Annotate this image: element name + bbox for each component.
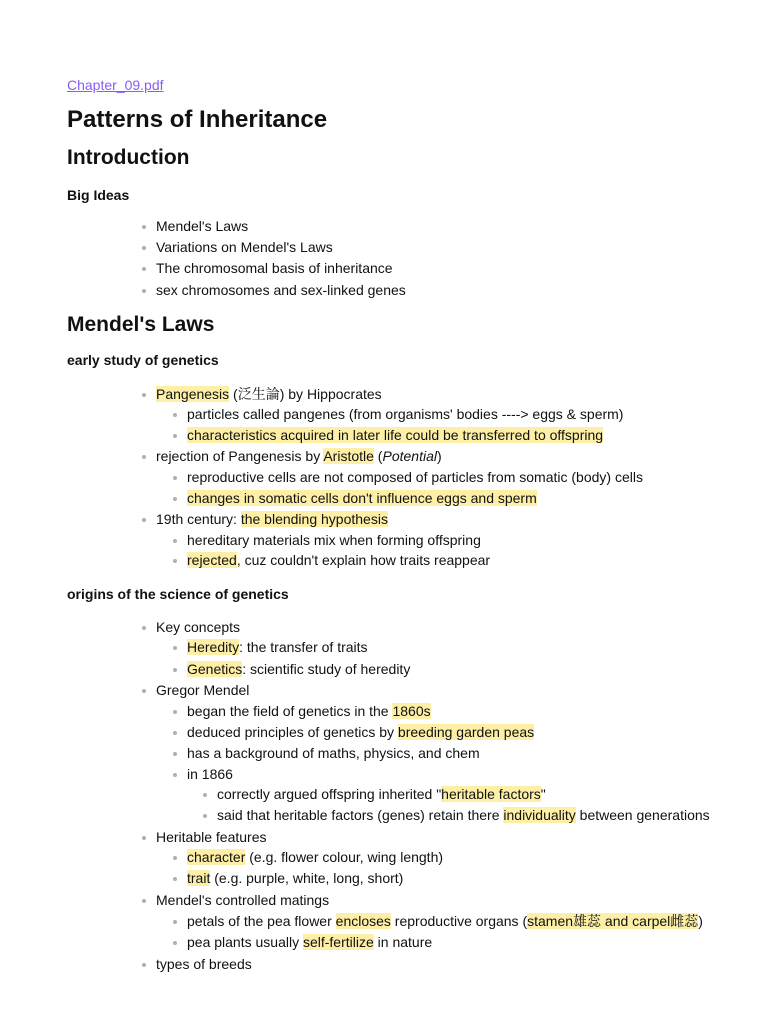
list-item: [187, 550, 490, 570]
highlight: self-fertilize: [302, 934, 374, 950]
list-item: [217, 784, 546, 804]
highlight: Aristotle: [323, 448, 374, 464]
list-text: ): [436, 448, 442, 464]
list-item: has a background of maths, physics, and chem: [187, 745, 480, 761]
highlight: character: [187, 849, 246, 865]
list-item: hereditary materials mix when forming offspring: [187, 532, 481, 548]
page-title: Patterns of Inheritance: [67, 106, 328, 133]
list-text: (: [373, 448, 383, 464]
list-item: [187, 425, 603, 445]
list-text: between generations: [575, 807, 710, 823]
highlight: stamen雄蕊 and carpel雌蕊: [527, 913, 699, 929]
italic-text: Potential: [382, 448, 437, 464]
list-text: began the field of genetics in the: [187, 703, 393, 719]
list-item: in 1866: [187, 766, 233, 782]
list-item: [187, 868, 403, 888]
highlight: characteristics acquired in later life could be transferred to offspring: [187, 427, 604, 443]
list-text: : the transfer of traits: [239, 639, 368, 655]
list-item: Mendel's controlled matings: [156, 892, 330, 908]
list-text: rejection of Pangenesis by: [156, 448, 324, 464]
highlight: heritable factors: [441, 786, 541, 802]
list-text: reproductive organs (: [390, 913, 528, 929]
list-text: (e.g. flower colour, wing length): [245, 849, 444, 865]
list-item: Gregor Mendel: [156, 682, 250, 698]
list-text: deduced principles of genetics by: [187, 724, 398, 740]
mendel-heading: Mendel's Laws: [67, 313, 215, 336]
highlight: changes in somatic cells don't influence eggs and sperm: [187, 490, 537, 506]
list-text: ": [540, 786, 546, 802]
list-item: Heritable features: [156, 829, 267, 845]
list-item: [187, 637, 368, 657]
list-item: [187, 847, 443, 867]
list-item: [156, 446, 442, 466]
highlight: breeding garden peas: [397, 724, 535, 740]
list-item: Mendel's Laws: [156, 218, 249, 234]
list-item: [187, 932, 432, 952]
list-item: Variations on Mendel's Laws: [156, 239, 333, 255]
list-text: petals of the pea flower: [187, 913, 336, 929]
list-text: correctly argued offspring inherited ": [217, 786, 442, 802]
list-item: [187, 911, 703, 931]
list-text: pea plants usually: [187, 934, 303, 950]
highlight: Pangenesis: [156, 386, 230, 402]
list-item: [217, 805, 710, 825]
list-text: ): [698, 913, 703, 929]
highlight: Genetics: [187, 661, 243, 677]
highlight: 1860s: [392, 703, 431, 719]
origins-label: origins of the science of genetics: [67, 586, 289, 602]
list-item: [156, 384, 382, 404]
list-item: reproductive cells are not composed of particles from somatic (body) cells: [187, 469, 643, 485]
list-item: sex chromosomes and sex-linked genes: [156, 282, 406, 298]
big-ideas-label: Big Ideas: [67, 187, 130, 203]
list-text: (泛生論) by Hippocrates: [229, 386, 382, 402]
list-item: [187, 659, 410, 679]
list-text: 19th century:: [156, 511, 241, 527]
list-text: (e.g. purple, white, long, short): [210, 870, 404, 886]
early-study-label: early study of genetics: [67, 352, 219, 368]
highlight: Heredity: [187, 639, 240, 655]
list-item: Key concepts: [156, 619, 241, 635]
list-item: [187, 488, 537, 508]
highlight: encloses: [335, 913, 391, 929]
highlight: individuality: [503, 807, 576, 823]
pdf-file-link[interactable]: Chapter_09.pdf: [67, 77, 164, 93]
intro-heading: Introduction: [67, 146, 190, 169]
list-item: [187, 701, 431, 721]
highlight: trait: [187, 870, 211, 886]
list-item: [187, 722, 534, 742]
highlight: rejected: [187, 552, 237, 568]
list-text: : scientific study of heredity: [242, 661, 411, 677]
list-item: [156, 509, 388, 529]
list-item: The chromosomal basis of inheritance: [156, 260, 393, 276]
list-text: , cuz couldn't explain how traits reappear: [236, 552, 491, 568]
list-text: said that heritable factors (genes) retain there: [217, 807, 504, 823]
list-text: in nature: [373, 934, 433, 950]
list-item: particles called pangenes (from organisms' bodies ----> eggs & sperm): [187, 406, 624, 422]
list-item: types of breeds: [156, 956, 252, 972]
highlight: the blending hypothesis: [240, 511, 388, 527]
